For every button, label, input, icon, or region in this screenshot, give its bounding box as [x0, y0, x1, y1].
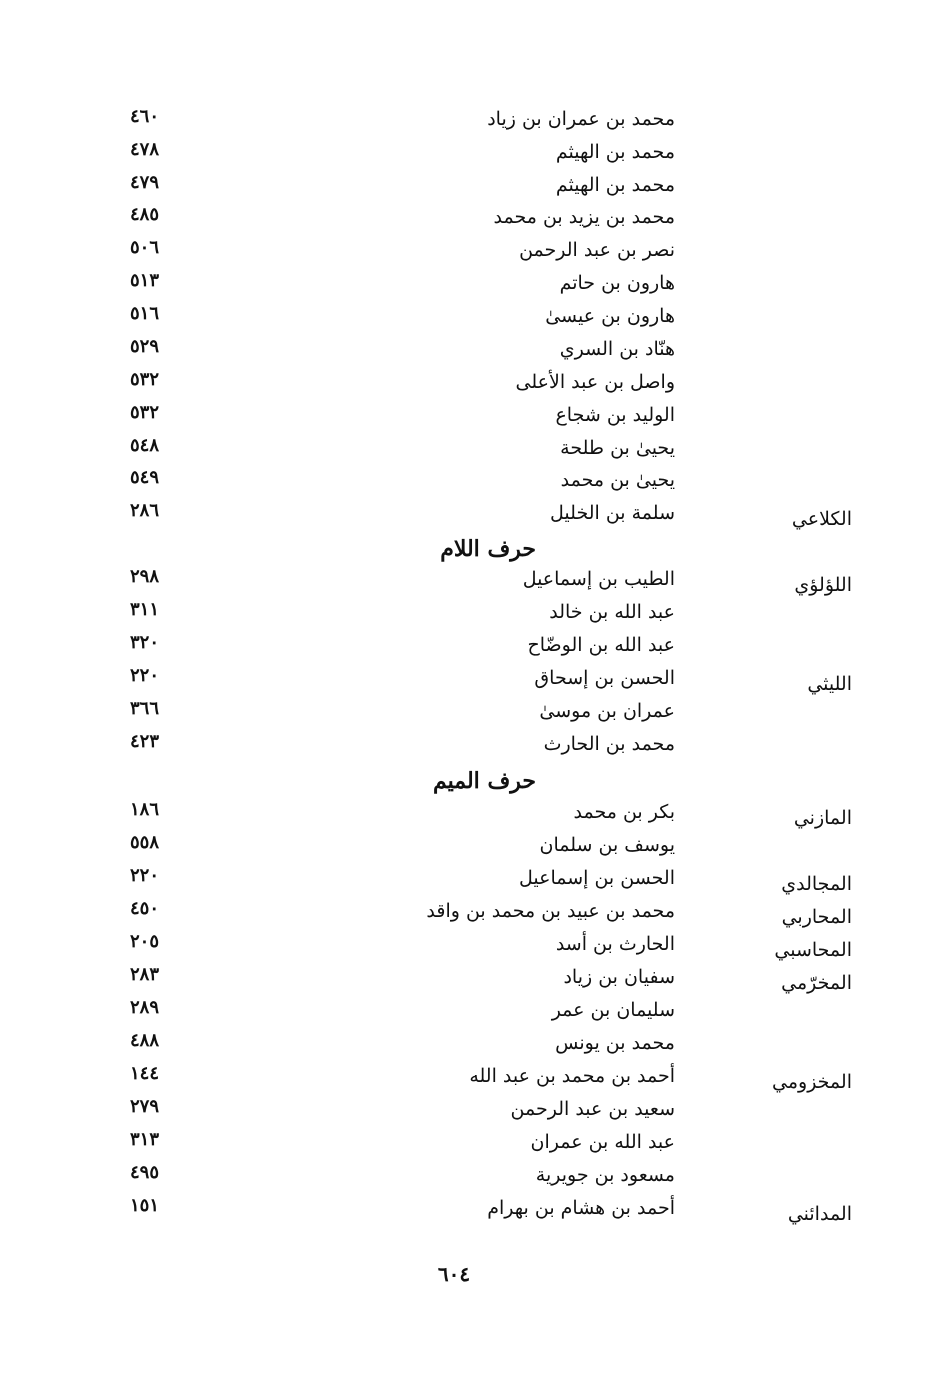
- entry-name: هنّاد بن السري: [559, 338, 675, 360]
- entry-page-number: ٢٢٠: [130, 665, 160, 686]
- entry-name: أحمد بن محمد بن عبد الله: [469, 1065, 675, 1087]
- entry-name: هارون بن حاتم: [559, 272, 675, 294]
- entry-nisba: المخزومي: [772, 1071, 852, 1093]
- entry-name: عبد الله بن الوضّاح: [527, 634, 675, 656]
- entry-name: يحيىٰ بن طلحة: [560, 437, 675, 459]
- index-entry: [0, 1197, 948, 1229]
- entry-page-number: ٣١١: [130, 599, 160, 620]
- entry-page-number: ١٨٦: [130, 799, 160, 820]
- entry-name: سفيان بن زياد: [563, 966, 675, 988]
- entry-name: محمد بن يونس: [555, 1032, 675, 1054]
- entry-name: يوسف بن سلمان: [539, 834, 675, 856]
- index-entry: [0, 667, 948, 699]
- section-heading-text: حرف اللام: [440, 536, 536, 562]
- index-entry: [0, 933, 948, 965]
- section-heading-text: حرف الميم: [432, 768, 536, 794]
- entry-nisba: المدائني: [787, 1203, 852, 1225]
- entry-name: بكر بن محمد: [573, 801, 675, 823]
- entry-page-number: ٣٢٠: [130, 632, 160, 653]
- entry-name: أحمد بن هشام بن بهرام: [487, 1197, 675, 1219]
- entry-page-number: ٥٥٨: [130, 832, 160, 853]
- index-entry: [0, 1131, 948, 1163]
- index-entry: [0, 601, 948, 633]
- entry-page-number: ١٥١: [130, 1195, 160, 1216]
- entry-name: الحسن بن إسماعيل: [518, 867, 675, 889]
- index-entry: [0, 634, 948, 666]
- entry-page-number: ٥٤٩: [130, 467, 160, 488]
- entry-page-number: ٢٩٨: [130, 566, 160, 587]
- entry-name: الحارث بن أسد: [555, 933, 675, 955]
- index-entry: [0, 206, 948, 238]
- entry-page-number: ٤٧٨: [130, 139, 160, 160]
- entry-page-number: ٢٧٩: [130, 1096, 160, 1117]
- index-entry: [0, 966, 948, 998]
- entry-name: عمران بن موسىٰ: [539, 700, 675, 722]
- index-entry: [0, 305, 948, 337]
- entry-page-number: ٢٨٣: [130, 964, 160, 985]
- index-entry: [0, 999, 948, 1031]
- index-entry: [0, 1065, 948, 1097]
- index-entry: [0, 700, 948, 732]
- entry-page-number: ٤٩٥: [130, 1162, 160, 1183]
- entry-page-number: ٢٨٩: [130, 997, 160, 1018]
- index-entry: [0, 371, 948, 403]
- entry-name: نصر بن عبد الرحمن: [519, 239, 675, 261]
- entry-name: سلمة بن الخليل: [550, 502, 675, 524]
- index-entry: [0, 867, 948, 899]
- entry-page-number: ٤٨٨: [130, 1030, 160, 1051]
- entry-nisba: المخرّمي: [781, 972, 852, 994]
- entry-page-number: ٤٥٠: [130, 898, 160, 919]
- entry-page-number: ٤٦٠: [130, 106, 160, 127]
- entry-nisba: المحاسبي: [774, 939, 852, 961]
- entry-page-number: ٤٢٣: [130, 731, 160, 752]
- entry-nisba: الليثي: [807, 673, 852, 695]
- entry-page-number: ٥٠٦: [130, 237, 160, 258]
- entry-page-number: ٥٣٢: [130, 402, 160, 423]
- entry-nisba: اللؤلؤي: [794, 574, 852, 596]
- index-entry: [0, 834, 948, 866]
- entry-name: محمد بن الحارث: [543, 733, 675, 755]
- entry-name: عبد الله بن خالد: [549, 601, 675, 623]
- index-entry: [0, 404, 948, 436]
- entry-name: عبد الله بن عمران: [530, 1131, 675, 1153]
- entry-name: هارون بن عيسىٰ: [545, 305, 675, 327]
- entry-page-number: ٢٨٦: [130, 500, 160, 521]
- entry-page-number: ٥١٦: [130, 303, 160, 324]
- entry-page-number: ٣٦٦: [130, 698, 160, 719]
- entry-page-number: ٥١٣: [130, 270, 160, 291]
- index-entry: [0, 272, 948, 304]
- entry-nisba: الكلاعي: [791, 508, 852, 530]
- page-number: ٦٠٤: [437, 1262, 471, 1286]
- entry-page-number: ٣١٣: [130, 1129, 160, 1150]
- entry-page-number: ٥٣٢: [130, 369, 160, 390]
- entry-name: الطيب بن إسماعيل: [522, 568, 675, 590]
- entry-page-number: ٤٨٥: [130, 204, 160, 225]
- entry-name: يحيىٰ بن محمد: [560, 469, 675, 491]
- entry-name: محمد بن الهيثم: [555, 141, 675, 163]
- entry-name: الحسن بن إسحاق: [534, 667, 675, 689]
- index-entry: [0, 801, 948, 833]
- index-entry: [0, 338, 948, 370]
- entry-nisba: المجالدي: [781, 873, 852, 895]
- entry-name: محمد بن الهيثم: [555, 174, 675, 196]
- index-entry: [0, 239, 948, 271]
- entry-nisba: المحاربي: [781, 906, 852, 928]
- entry-name: مسعود بن جويرية: [535, 1164, 675, 1186]
- entry-name: الوليد بن شجاع: [555, 404, 675, 426]
- index-entry: [0, 733, 948, 765]
- index-entry: [0, 502, 948, 534]
- index-entry: [0, 568, 948, 600]
- entry-name: واصل بن عبد الأعلى: [515, 371, 675, 393]
- index-entry: [0, 469, 948, 501]
- entry-name: سليمان بن عمر: [551, 999, 675, 1021]
- index-entry: [0, 1098, 948, 1130]
- entry-page-number: ٢٠٥: [130, 931, 160, 952]
- entry-name: محمد بن عبيد بن محمد بن واقد: [426, 900, 675, 922]
- index-entry: [0, 174, 948, 206]
- index-entry: [0, 1032, 948, 1064]
- index-entry: [0, 1164, 948, 1196]
- entry-name: سعيد بن عبد الرحمن: [510, 1098, 675, 1120]
- entry-nisba: المازني: [793, 807, 852, 829]
- index-entry: [0, 900, 948, 932]
- entry-page-number: ٤٧٩: [130, 172, 160, 193]
- index-entry: [0, 108, 948, 140]
- entry-page-number: ٥٤٨: [130, 435, 160, 456]
- index-entry: [0, 437, 948, 469]
- entry-page-number: ٥٢٩: [130, 336, 160, 357]
- entry-page-number: ٢٢٠: [130, 865, 160, 886]
- entry-name: محمد بن عمران بن زياد: [487, 108, 675, 130]
- index-entry: [0, 141, 948, 173]
- entry-name: محمد بن يزيد بن محمد: [493, 206, 675, 228]
- entry-page-number: ١٤٤: [130, 1063, 160, 1084]
